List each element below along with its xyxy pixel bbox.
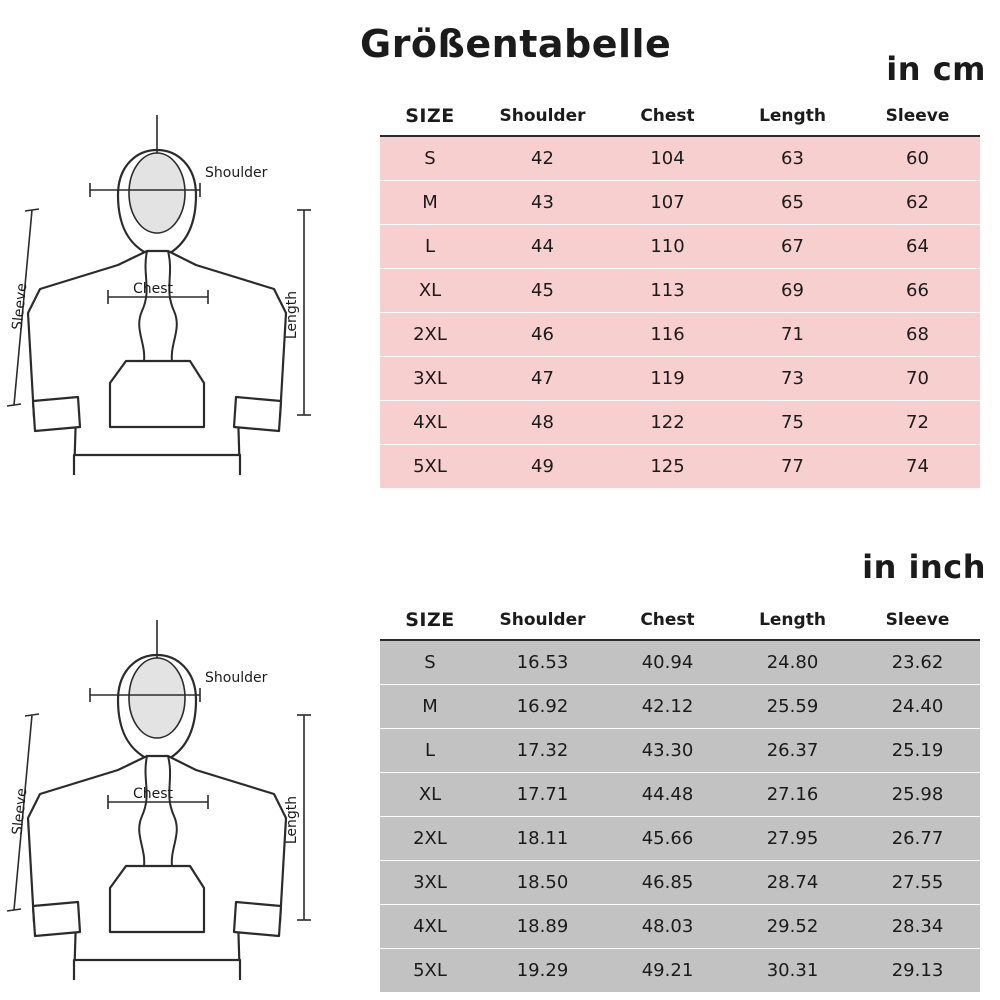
cell-chest: 122: [605, 400, 730, 444]
page-title: Größentabelle: [360, 22, 672, 66]
cell-size: 3XL: [380, 356, 480, 400]
table-row: [380, 904, 980, 948]
table-row: [380, 684, 980, 728]
cell-size: 5XL: [380, 948, 480, 992]
cell-chest: 40.94: [605, 640, 730, 684]
diagram-label-shoulder: Shoulder: [205, 670, 268, 686]
table-header-row: [380, 96, 980, 136]
cell-shoulder: 49: [480, 444, 605, 488]
cell-chest: 119: [605, 356, 730, 400]
cell-length: 65: [730, 180, 855, 224]
cell-shoulder: 16.92: [480, 684, 605, 728]
col-header-size: SIZE: [380, 96, 480, 136]
cell-shoulder: 44: [480, 224, 605, 268]
table-body: [380, 136, 980, 488]
cell-size: XL: [380, 268, 480, 312]
cell-shoulder: 18.11: [480, 816, 605, 860]
table-row: [380, 312, 980, 356]
cell-chest: 113: [605, 268, 730, 312]
cell-sleeve: 62: [855, 180, 980, 224]
cell-chest: 48.03: [605, 904, 730, 948]
cell-sleeve: 72: [855, 400, 980, 444]
cell-chest: 43.30: [605, 728, 730, 772]
cell-length: 27.16: [730, 772, 855, 816]
cell-shoulder: 47: [480, 356, 605, 400]
table-row: [380, 948, 980, 992]
cell-chest: 116: [605, 312, 730, 356]
cell-sleeve: 25.19: [855, 728, 980, 772]
size-table-cm: [380, 96, 980, 489]
cell-sleeve: 26.77: [855, 816, 980, 860]
cell-length: 69: [730, 268, 855, 312]
cell-length: 71: [730, 312, 855, 356]
cell-sleeve: 23.62: [855, 640, 980, 684]
cell-length: 29.52: [730, 904, 855, 948]
cell-chest: 44.48: [605, 772, 730, 816]
cell-size: 4XL: [380, 400, 480, 444]
diagram-label-length: Length: [284, 795, 300, 845]
cell-length: 75: [730, 400, 855, 444]
cell-shoulder: 46: [480, 312, 605, 356]
cell-sleeve: 66: [855, 268, 980, 312]
table-row: [380, 728, 980, 772]
col-header-sleeve: Sleeve: [855, 600, 980, 640]
cell-chest: 42.12: [605, 684, 730, 728]
cell-shoulder: 17.71: [480, 772, 605, 816]
cell-chest: 107: [605, 180, 730, 224]
cell-size: 2XL: [380, 816, 480, 860]
cell-chest: 46.85: [605, 860, 730, 904]
cell-sleeve: 64: [855, 224, 980, 268]
col-header-chest: Chest: [605, 96, 730, 136]
table-header: [380, 96, 980, 136]
cell-shoulder: 45: [480, 268, 605, 312]
diagram-label-sleeve: Sleeve: [9, 787, 31, 836]
table-row: [380, 136, 980, 180]
cell-chest: 110: [605, 224, 730, 268]
cell-chest: 125: [605, 444, 730, 488]
table-row: [380, 444, 980, 488]
size-table-cm-wrapper: [380, 96, 980, 489]
cell-sleeve: 70: [855, 356, 980, 400]
cell-size: 5XL: [380, 444, 480, 488]
hoodie-diagram-inch: [0, 580, 340, 980]
table-row: [380, 224, 980, 268]
cell-length: 63: [730, 136, 855, 180]
cell-length: 28.74: [730, 860, 855, 904]
diagram-label-length: Length: [284, 290, 300, 340]
table-body: [380, 640, 980, 992]
table-header-row: [380, 600, 980, 640]
cell-size: L: [380, 224, 480, 268]
cell-size: 2XL: [380, 312, 480, 356]
hoodie-illustration: [0, 75, 340, 475]
table-row: [380, 816, 980, 860]
cell-shoulder: 42: [480, 136, 605, 180]
cell-length: 73: [730, 356, 855, 400]
cell-chest: 45.66: [605, 816, 730, 860]
hoodie-illustration: [0, 580, 340, 980]
cell-shoulder: 19.29: [480, 948, 605, 992]
cell-sleeve: 60: [855, 136, 980, 180]
col-header-size: SIZE: [380, 600, 480, 640]
unit-label-inch: in inch: [862, 548, 986, 586]
diagram-label-chest: Chest: [133, 281, 174, 297]
size-table-inch: [380, 600, 980, 993]
cell-sleeve: 27.55: [855, 860, 980, 904]
cell-sleeve: 74: [855, 444, 980, 488]
cell-length: 27.95: [730, 816, 855, 860]
col-header-chest: Chest: [605, 600, 730, 640]
cell-size: S: [380, 640, 480, 684]
table-row: [380, 400, 980, 444]
table-row: [380, 640, 980, 684]
cell-size: M: [380, 180, 480, 224]
cell-chest: 104: [605, 136, 730, 180]
col-header-length: Length: [730, 96, 855, 136]
table-row: [380, 180, 980, 224]
table-header: [380, 600, 980, 640]
cell-shoulder: 18.50: [480, 860, 605, 904]
cell-shoulder: 16.53: [480, 640, 605, 684]
col-header-shoulder: Shoulder: [480, 96, 605, 136]
cell-length: 26.37: [730, 728, 855, 772]
cell-length: 24.80: [730, 640, 855, 684]
cell-size: L: [380, 728, 480, 772]
cell-length: 30.31: [730, 948, 855, 992]
table-row: [380, 860, 980, 904]
diagram-label-chest: Chest: [133, 786, 174, 802]
cell-length: 25.59: [730, 684, 855, 728]
cell-chest: 49.21: [605, 948, 730, 992]
table-row: [380, 772, 980, 816]
cell-sleeve: 68: [855, 312, 980, 356]
cell-size: XL: [380, 772, 480, 816]
cell-sleeve: 25.98: [855, 772, 980, 816]
cell-shoulder: 18.89: [480, 904, 605, 948]
hoodie-diagram-cm: [0, 75, 340, 475]
col-header-sleeve: Sleeve: [855, 96, 980, 136]
cell-size: S: [380, 136, 480, 180]
cell-size: 4XL: [380, 904, 480, 948]
cell-length: 77: [730, 444, 855, 488]
diagram-label-shoulder: Shoulder: [205, 165, 268, 181]
cell-sleeve: 28.34: [855, 904, 980, 948]
cell-shoulder: 48: [480, 400, 605, 444]
cell-sleeve: 24.40: [855, 684, 980, 728]
col-header-shoulder: Shoulder: [480, 600, 605, 640]
cell-length: 67: [730, 224, 855, 268]
cell-shoulder: 17.32: [480, 728, 605, 772]
unit-label-cm: in cm: [886, 50, 986, 88]
cell-size: 3XL: [380, 860, 480, 904]
cell-shoulder: 43: [480, 180, 605, 224]
table-row: [380, 356, 980, 400]
cell-size: M: [380, 684, 480, 728]
cell-sleeve: 29.13: [855, 948, 980, 992]
diagram-label-sleeve: Sleeve: [9, 282, 31, 331]
col-header-length: Length: [730, 600, 855, 640]
table-row: [380, 268, 980, 312]
size-table-inch-wrapper: [380, 600, 980, 993]
